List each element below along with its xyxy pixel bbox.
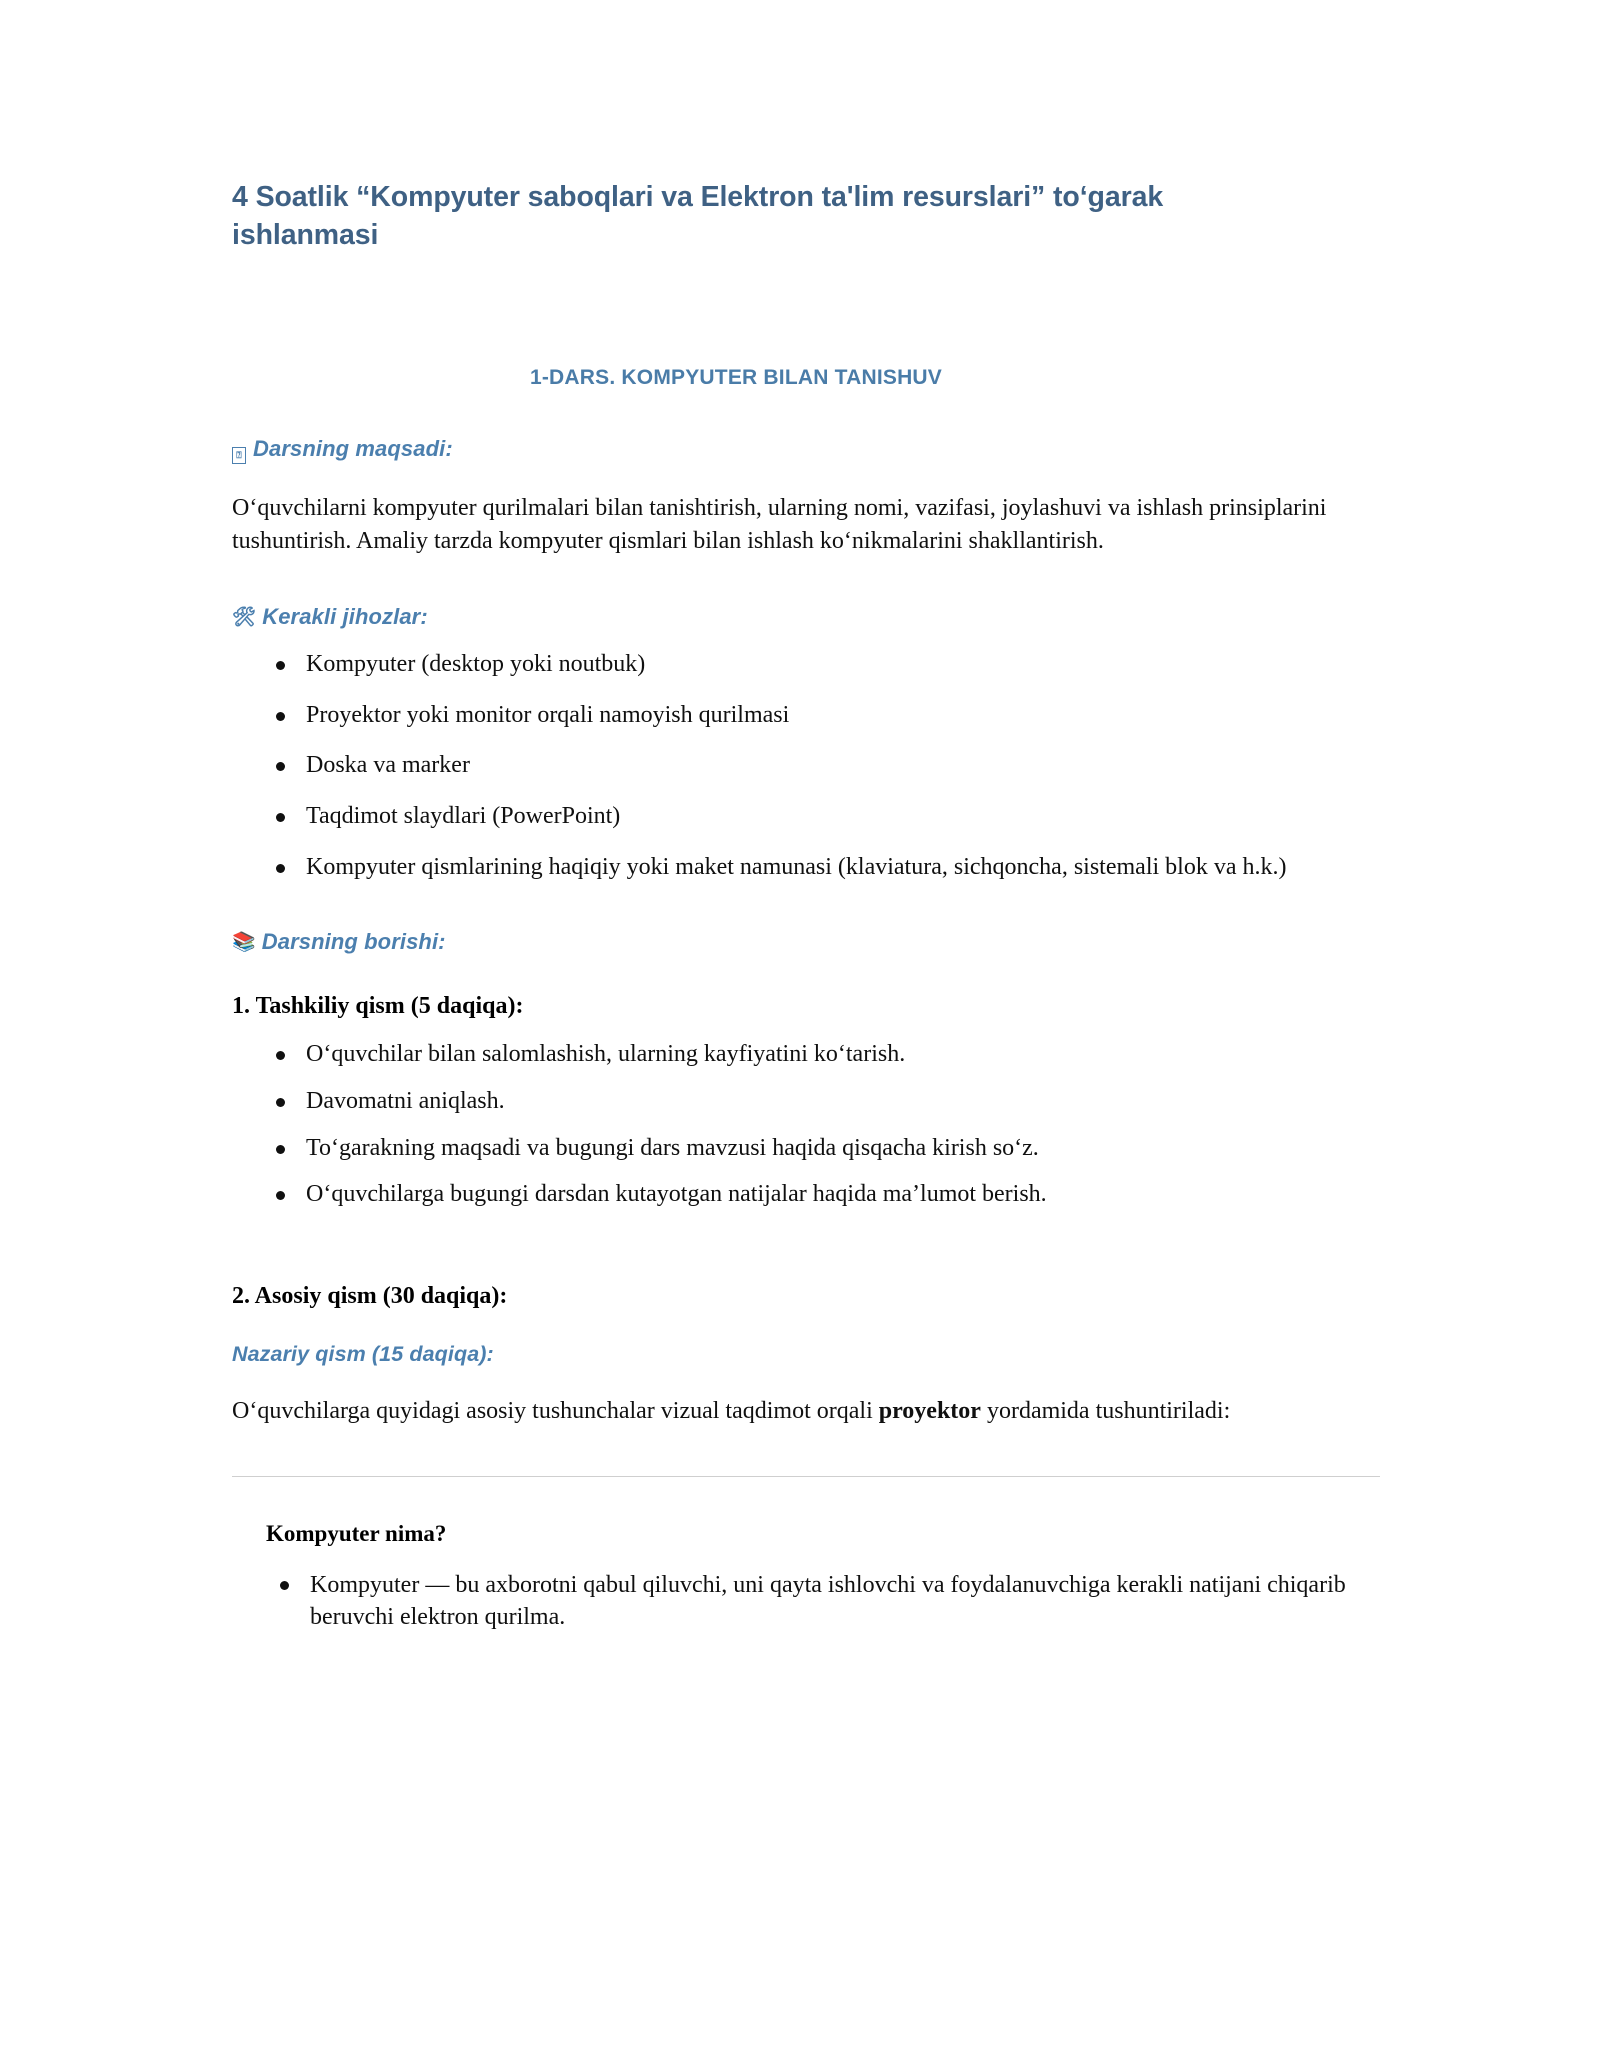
list-item: Proyektor yoki monitor orqali namoyish qurilmasi [302, 699, 1380, 732]
kompyuter-nima-block [232, 1521, 1380, 1634]
section-heading-maqsadi-label: Darsning maqsadi: [253, 436, 453, 462]
list-item: Davomatni aniqlash. [302, 1085, 1380, 1118]
jihozlar-list [232, 648, 1380, 883]
section-heading-jihozlar [232, 604, 1380, 630]
section-heading-jihozlar-label: Kerakli jihozlar: [262, 604, 428, 630]
tashkiliy-list [232, 1038, 1380, 1211]
list-item: O‘quvchilar bilan salomlashish, ularning kayfiyatini ko‘tarish. [302, 1038, 1380, 1071]
page-title: 4 Soatlik “Kompyuter saboqlari va Elektron ta'lim resurslari” to‘garak ishlanmasi [232, 181, 1164, 252]
list-item: Doska va marker [302, 749, 1380, 782]
kompyuter-nima-title: Kompyuter nima? [266, 1520, 447, 1546]
document-content [232, 178, 1380, 1634]
missing-glyph-box-icon: ⍰ [232, 447, 246, 464]
kompyuter-nima-list [266, 1569, 1380, 1634]
asosiy-intro-paragraph [232, 1395, 1380, 1428]
section-heading-asosiy: 2. Asosiy qism (30 daqiqa): [232, 1282, 508, 1309]
list-item: Kompyuter (desktop yoki noutbuk) [302, 648, 1380, 681]
list-item: Kompyuter — bu axborotni qabul qiluvchi, uni qayta ishlovchi va foydalanuvchiga kerakli natijani chiqarib beruvchi elektron qurilma. [306, 1569, 1380, 1634]
asosiy-intro-after: yordamida tushuntiriladi: [980, 1397, 1231, 1424]
asosiy-intro-before: O‘quvchilarga quyidagi asosiy tushunchalar vizual taqdimot orqali [232, 1397, 879, 1424]
section-heading-borishi [232, 929, 1380, 955]
section-heading-borishi-label: Darsning borishi: [261, 929, 446, 955]
section-subheading-nazariy: Nazariy qism (15 daqiqa): [232, 1341, 494, 1366]
maqsad-paragraph: O‘quvchilarni kompyuter qurilmalari bilan tanishtirish, ularning nomi, vazifasi, joylashuvi va ishlash prinsiplarini tushuntirish. Amaliy tarzda kompyuter qismlari bilan ishlash ko‘nikmalarini shakllantirish. [232, 495, 1327, 555]
section-divider [232, 1476, 1380, 1477]
section-heading-maqsadi [232, 436, 1380, 464]
list-item: O‘quvchilarga bugungi darsdan kutayotgan natijalar haqida ma’lumot berish. [302, 1178, 1380, 1211]
lesson-heading: 1-DARS. KOMPYUTER BILAN TANISHUV [529, 366, 943, 390]
list-item: Kompyuter qismlarining haqiqiy yoki maket namunasi (klaviatura, sichqoncha, sistemali blok va h.k.) [302, 851, 1380, 884]
hammer-and-wrench-icon: 🛠 [232, 606, 257, 629]
list-item: Taqdimot slaydlari (PowerPoint) [302, 800, 1380, 833]
books-icon: 📚 [232, 931, 256, 954]
section-heading-tashkiliy: 1. Tashkiliy qism (5 daqiqa): [232, 993, 524, 1020]
list-item: To‘garakning maqsadi va bugungi dars mavzusi haqida qisqacha kirish so‘z. [302, 1132, 1380, 1165]
asosiy-intro-bold-term: proyektor [878, 1397, 981, 1424]
